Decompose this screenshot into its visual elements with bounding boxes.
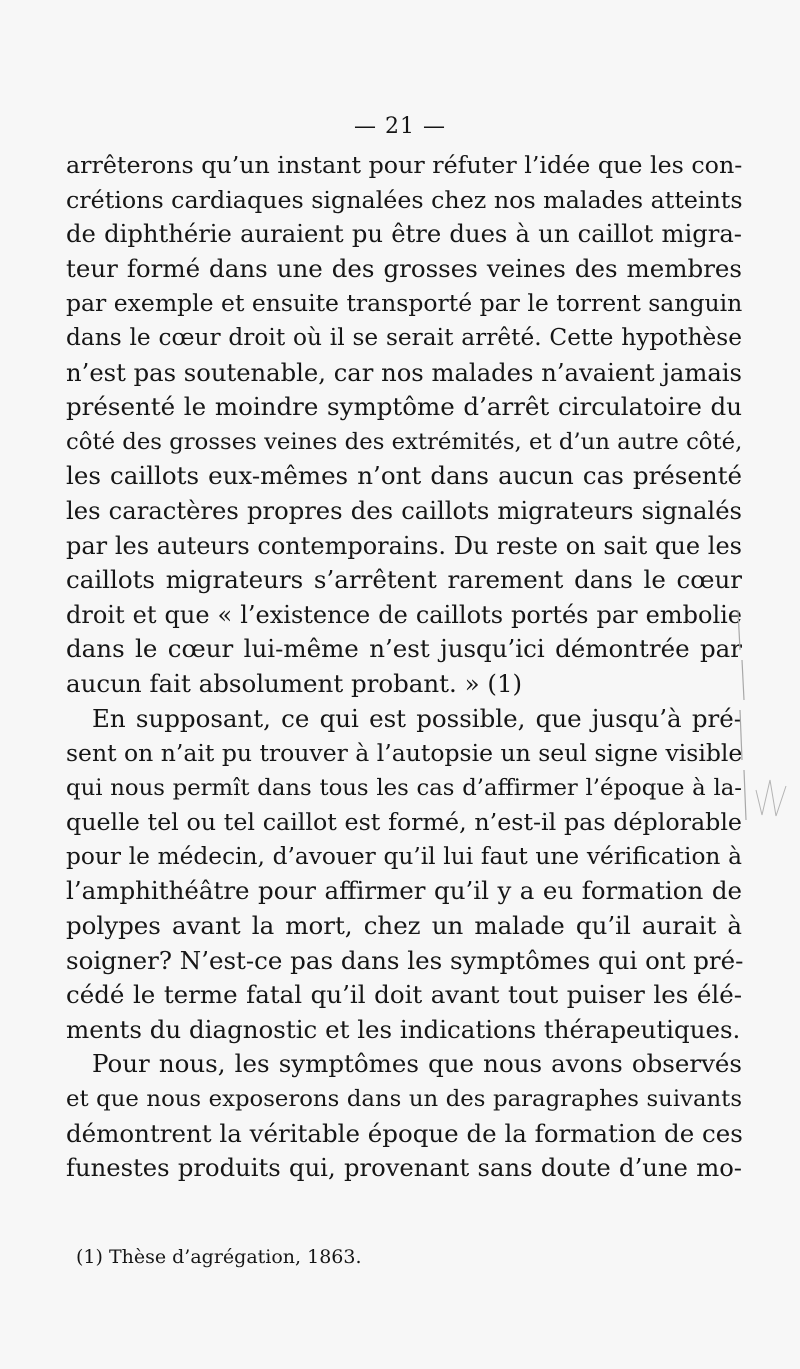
text-line: sent on n’ait pu trouver à l’autopsie un seul signe visible <box>66 739 743 768</box>
text-line: l’amphithéâtre pour affirmer qu’il y a eu formation de <box>66 876 742 906</box>
text-line: dans le cœur droit où il se serait arrêté. Cette hypothèse <box>66 323 742 351</box>
text-line: aucun fait absolument probant. » (1) <box>66 668 523 698</box>
body-text <box>66 148 742 1186</box>
text-line: arrêterons qu’un instant pour réfuter l’idée que les con- <box>66 151 743 179</box>
text-line: par les auteurs contemporains. Du reste on sait que les <box>66 531 742 560</box>
text-line: présenté le moindre symptôme d’arrêt circulatoire du <box>66 392 742 422</box>
text-line: funestes produits qui, provenant sans doute d’une mo- <box>66 1153 742 1183</box>
text-line: démontrent la véritable époque de la formation de ces <box>66 1118 743 1148</box>
text-line: polypes avant la mort, chez un malade qu’il aurait à <box>66 911 742 941</box>
text-line: qui nous permît dans tous les cas d’affirmer l’époque à la- <box>66 774 742 801</box>
text-line: teur formé dans une des grosses veines des membres <box>66 253 742 283</box>
text-line: ments du diagnostic et les indications thérapeutiques. <box>66 1014 741 1044</box>
text-line: de diphthérie auraient pu être dues à un caillot migra- <box>66 219 742 249</box>
text-line: En supposant, ce qui est possible, que jusqu’à pré- <box>92 703 742 733</box>
text-line: les caillots eux-mêmes n’ont dans aucun cas présenté <box>66 461 742 491</box>
text-line: et que nous exposerons dans un des paragraphes suivants <box>66 1086 742 1113</box>
text-line: côté des grosses veines des extrémités, et d’un autre côté, <box>66 428 743 455</box>
page-number: — 21 — <box>354 114 446 139</box>
text-line: les caractères propres des caillots migrateurs signalés <box>66 495 742 525</box>
margin-pencil-marks <box>730 590 800 830</box>
text-line: Pour nous, les symptômes que nous avons observés <box>92 1049 742 1079</box>
text-line: n’est pas soutenable, car nos malades n’avaient jamais <box>66 357 742 387</box>
text-line: caillots migrateurs s’arrêtent rarement dans le cœur <box>66 565 742 595</box>
footnote: (1) Thèse d’agrégation, 1863. <box>76 1246 362 1268</box>
text-line: soigner? N’est-ce pas dans les symptômes qui ont pré- <box>66 945 744 975</box>
text-line: quelle tel ou tel caillot est formé, n’est-il pas déplorable <box>66 808 742 837</box>
text-line: cédé le terme fatal qu’il doit avant tout puiser les élé- <box>66 980 742 1010</box>
text-line: par exemple et ensuite transporté par le torrent sanguin <box>66 289 743 318</box>
text-line: dans le cœur lui-même n’est jusqu’ici démontrée par <box>66 634 742 664</box>
text-line: pour le médecin, d’avouer qu’il lui faut une vérification à <box>66 842 742 870</box>
text-line: droit et que « l’existence de caillots portés par embolie <box>66 600 742 629</box>
text-line: crétions cardiaques signalées chez nos malades atteints <box>66 185 743 214</box>
